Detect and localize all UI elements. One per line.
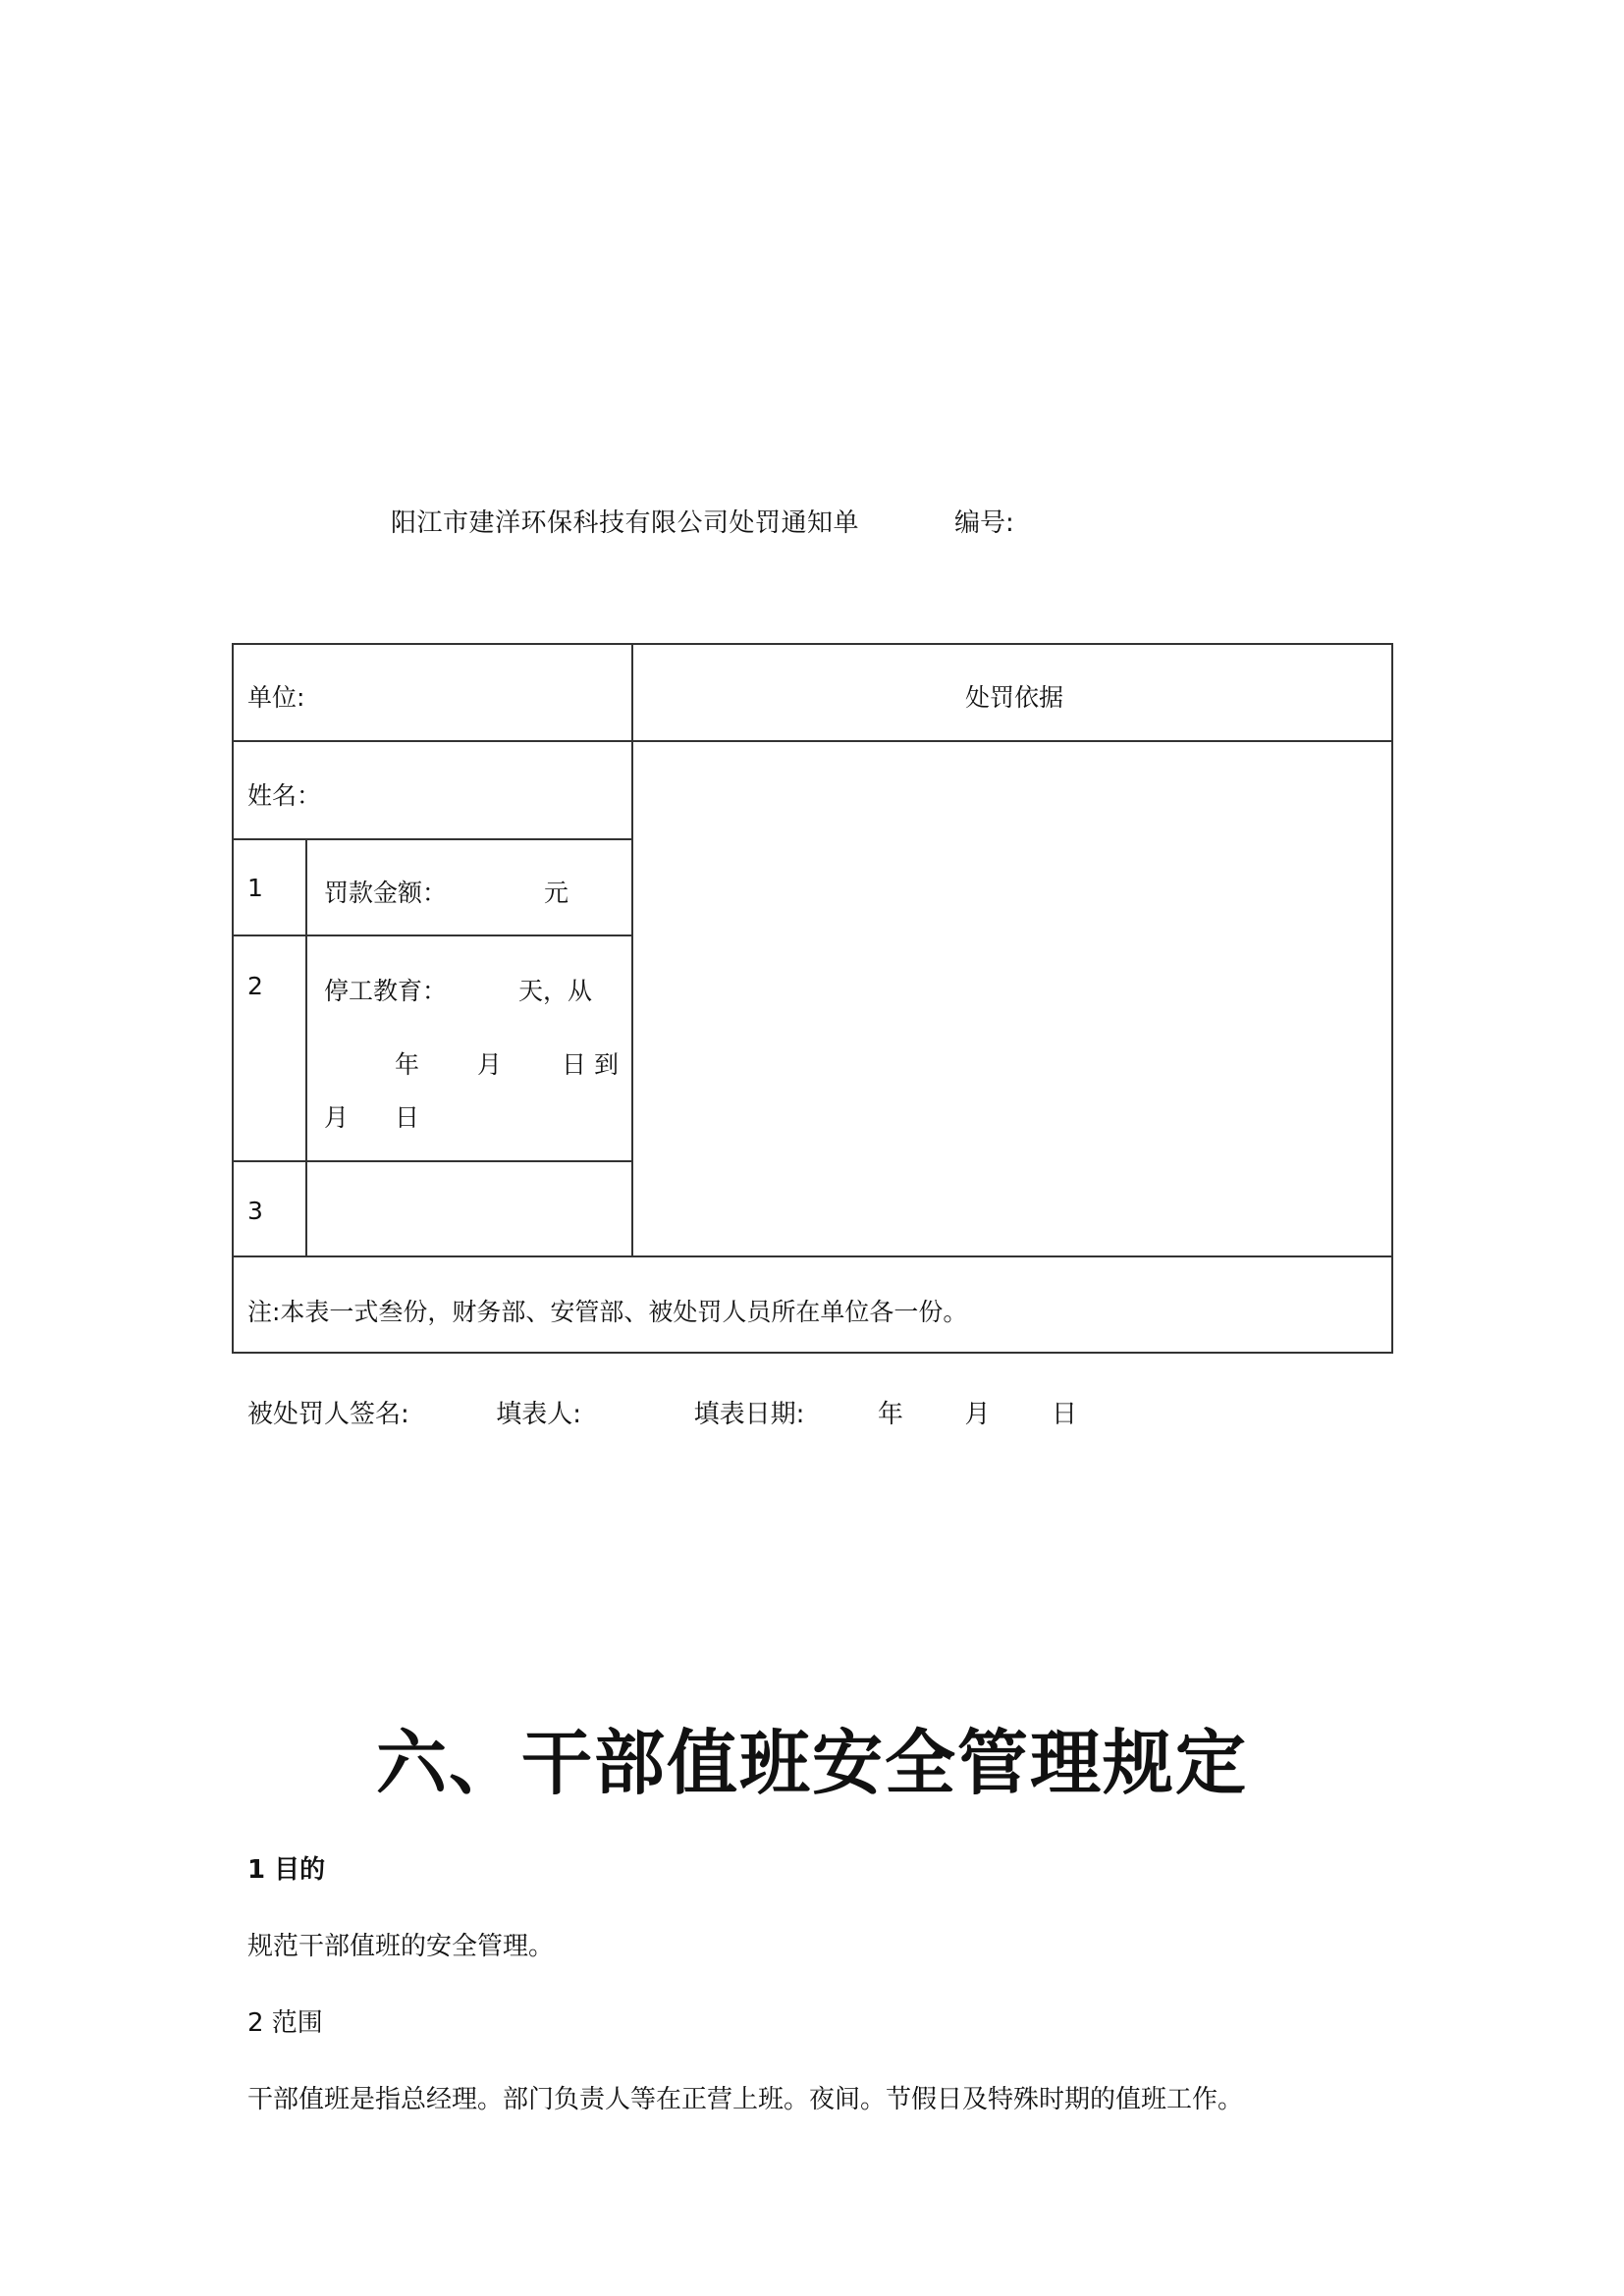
fine-amount-unit: 元 [544,879,569,907]
suspension-from-day: 日 到 [562,1050,619,1079]
suspension-label: 停工教育： [324,977,448,1005]
date-year: 年 [877,1400,903,1429]
date-day: 日 [1051,1400,1077,1429]
row-index: 2 [247,972,263,1000]
divider [234,1255,1393,1257]
form-title: 阳江市建洋环保科技有限公司处罚通知单 [391,508,860,538]
name-field-label: 姓名： [247,781,322,810]
suspension-from-year: 年 [395,1050,420,1079]
signature-row [247,1394,1077,1430]
divider [234,838,633,840]
divider [633,740,1393,742]
divider [234,740,633,742]
section-heading-purpose: 1 目的 [247,1855,326,1885]
section-text-purpose: 规范干部值班的安全管理。 [247,1932,555,1961]
penalty-basis-header: 处罚依据 [965,683,1064,712]
distribution-note: 注:本表一式叁份，财务部、安管部、被处罚人员所在单位各一份。 [247,1298,968,1326]
row-index: 3 [247,1197,263,1225]
penalized-signature-label: 被处罚人签名: [247,1400,409,1429]
divider [631,645,633,1257]
filler-label: 填表人: [496,1400,582,1429]
section-text-scope: 干部值班是指总经理。部门负责人等在正营上班。夜间。节假日及特殊时期的值班工作。 [247,2085,1244,2114]
form-number-label: 编号: [954,508,1014,538]
divider [305,838,307,1257]
fill-date-label: 填表日期: [693,1400,805,1429]
row-index: 1 [247,874,263,902]
suspension-to-month: 月 [324,1103,350,1132]
section-heading-scope: 2 范围 [247,2008,323,2038]
section-title: 六、干部值班安全管理规定 [375,1722,1248,1804]
penalty-notice-table [232,643,1393,1354]
fine-amount-label: 罚款金额： [324,879,448,907]
suspension-from-month: 月 [477,1050,503,1079]
date-month: 月 [964,1400,991,1429]
divider [234,934,633,936]
suspension-days: 天，从 [518,977,593,1005]
divider [234,1160,633,1162]
unit-field-label: 单位: [247,683,305,712]
suspension-to-day: 日 [395,1103,420,1132]
